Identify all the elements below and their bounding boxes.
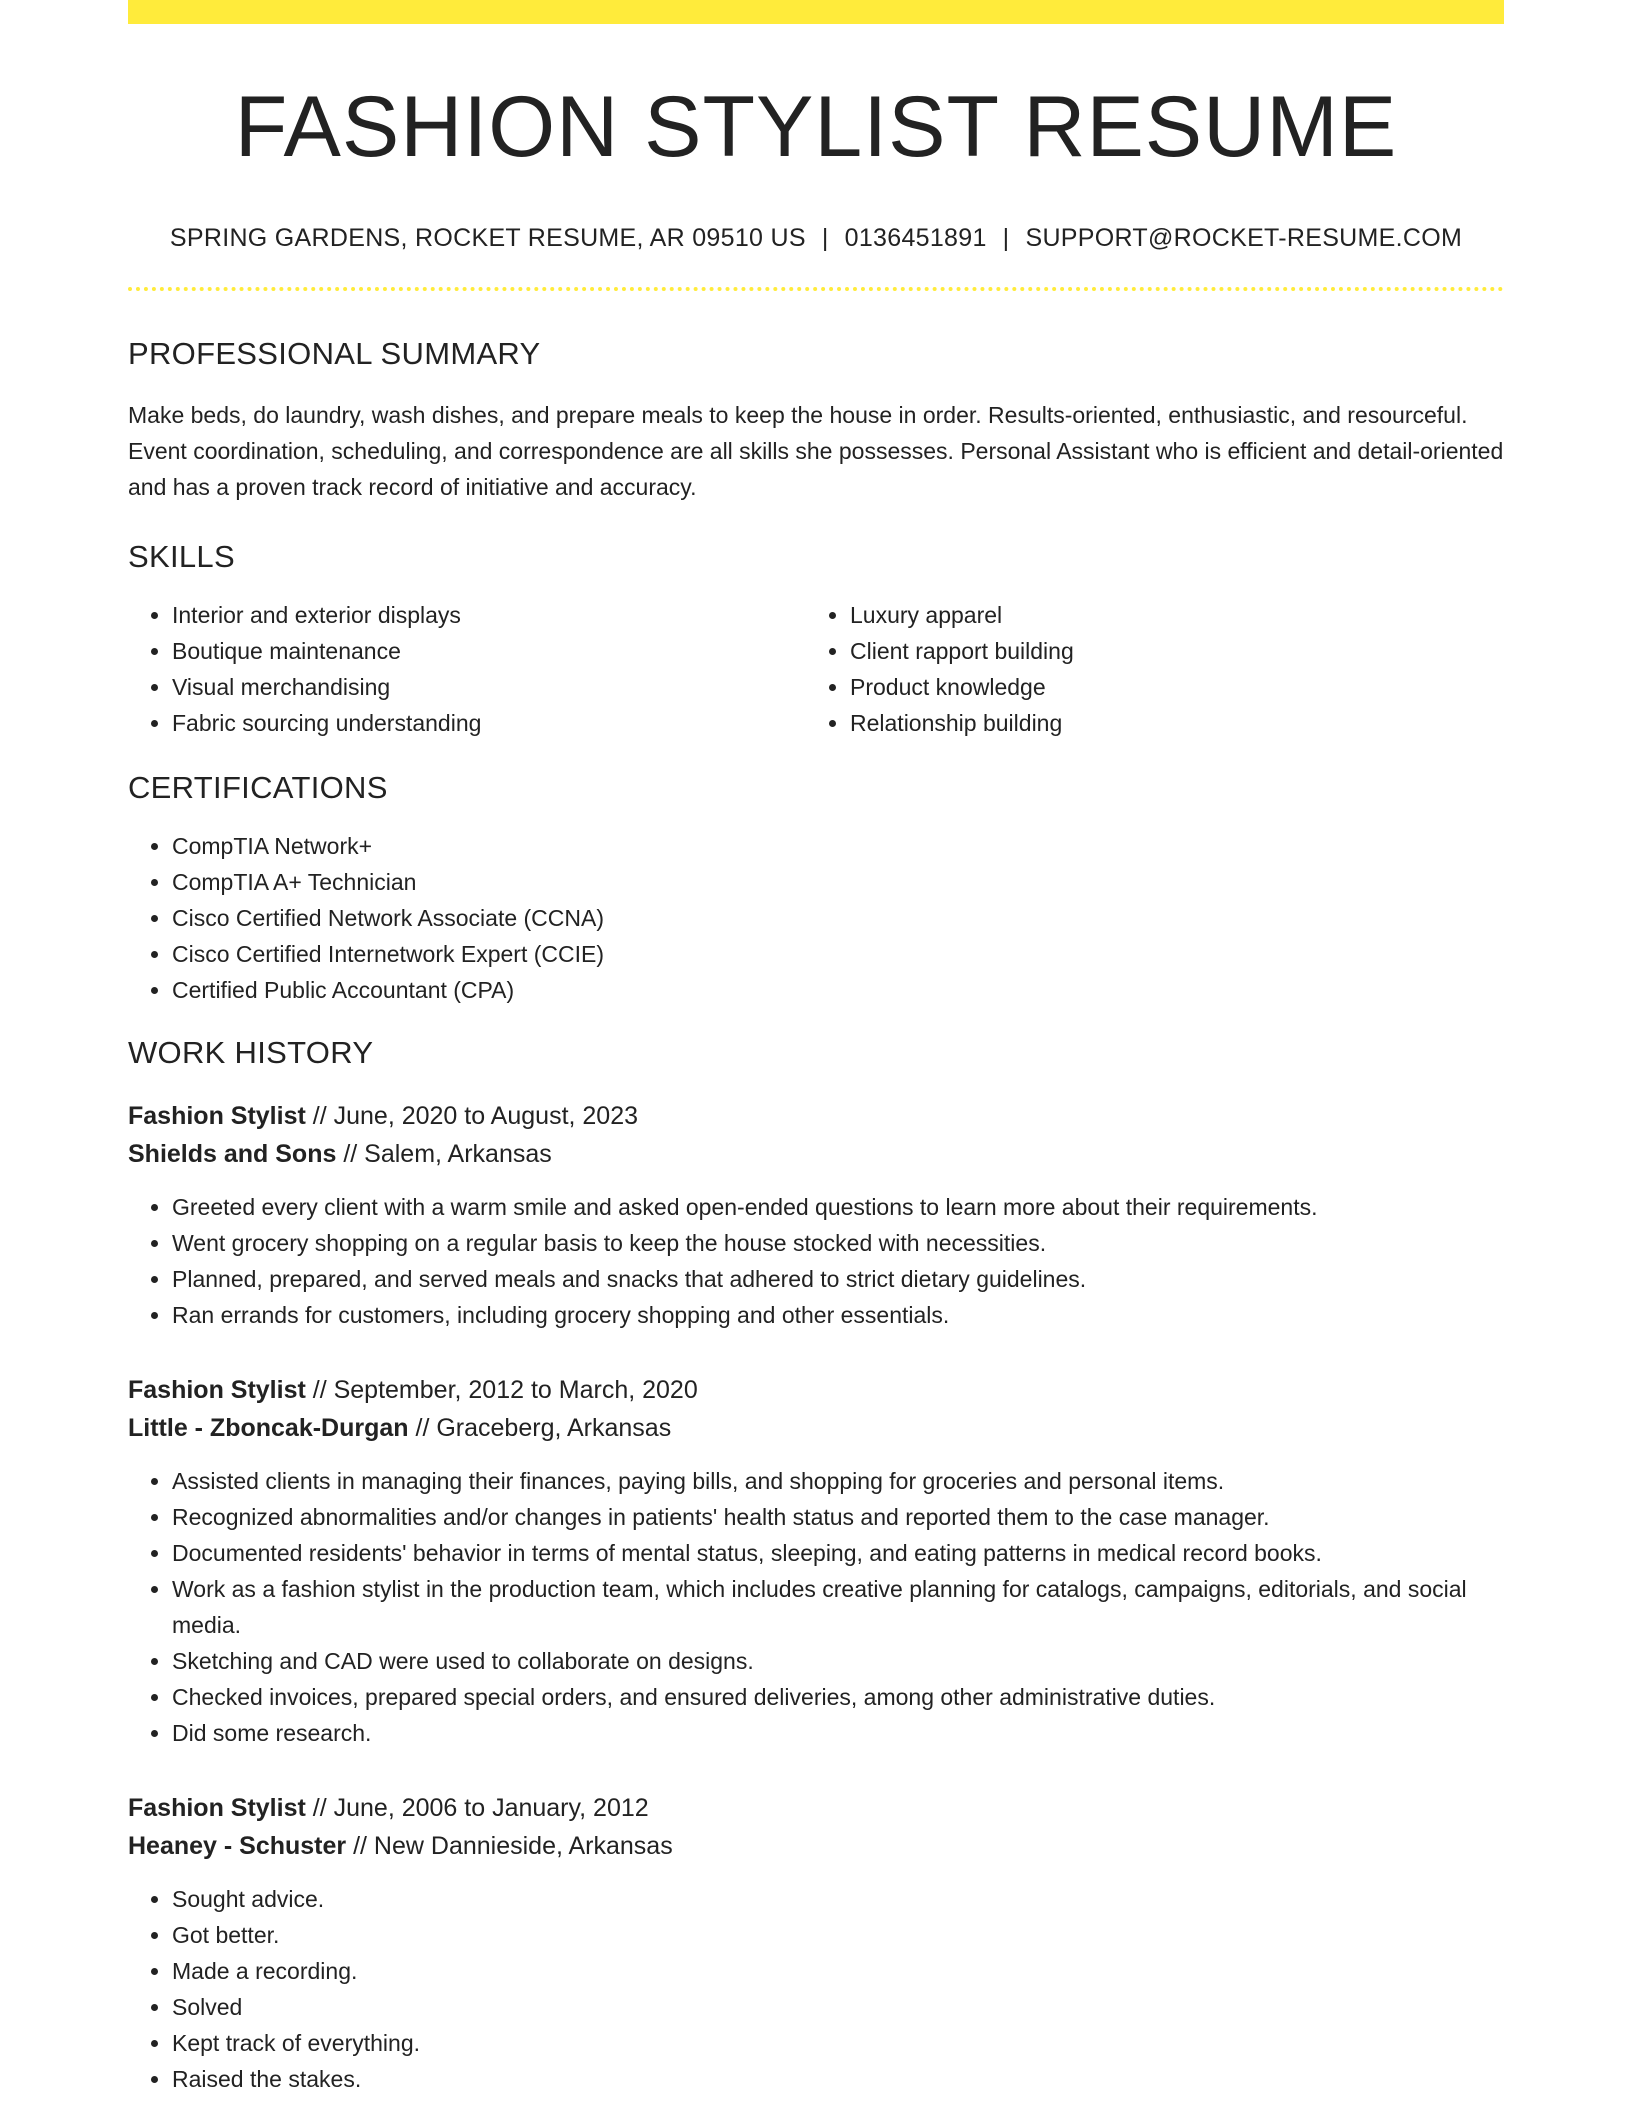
job-bullet: • Planned, prepared, and served meals and snacks that adhered to strict dietary guidelines.: [172, 1261, 1504, 1297]
contact-separator: |: [1002, 223, 1010, 252]
job-title-line: [128, 1789, 1504, 1827]
skill-item: • Relationship building: [850, 705, 1484, 741]
skill-item: • Client rapport building: [850, 633, 1484, 669]
job-entry: [128, 1097, 1504, 1333]
job-company-line: [128, 1827, 1504, 1865]
job-bullet-list: [128, 1189, 1504, 1333]
certifications-heading: CERTIFICATIONS: [128, 769, 388, 805]
job-bullet: • Ran errands for customers, including grocery shopping and other essentials.: [172, 1297, 1504, 1333]
job-location: // Graceberg, Arkansas: [415, 1413, 672, 1442]
job-bullet: • Work as a fashion stylist in the production team, which includes creative planning for catalogs, campaigns, editorials, and social media.: [172, 1571, 1504, 1643]
job-title: Fashion Stylist: [128, 1375, 306, 1404]
job-entry: [128, 1789, 1504, 2097]
skill-item: • Boutique maintenance: [172, 633, 806, 669]
certification-item: • Cisco Certified Network Associate (CCNA): [172, 900, 1504, 936]
job-bullet: • Got better.: [172, 1917, 1504, 1953]
work-history-heading: WORK HISTORY: [128, 1034, 374, 1070]
job-title: Fashion Stylist: [128, 1793, 306, 1822]
page-title: FASHION STYLIST RESUME: [234, 79, 1398, 175]
job-bullet: • Recognized abnormalities and/or changes in patients' health status and reported them to the case manager.: [172, 1499, 1504, 1535]
job-bullet: • Kept track of everything.: [172, 2025, 1504, 2061]
job-bullet: • Assisted clients in managing their finances, paying bills, and shopping for groceries and personal items.: [172, 1463, 1504, 1499]
contact-line: [128, 223, 1504, 253]
job-company: Heaney - Schuster: [128, 1831, 347, 1860]
skills-list-right: [806, 597, 1484, 741]
job-bullet: • Solved: [172, 1989, 1504, 2025]
job-bullet: • Made a recording.: [172, 1953, 1504, 1989]
accent-top-bar: [128, 0, 1504, 24]
certification-item: • Cisco Certified Internetwork Expert (CCIE): [172, 936, 1504, 972]
job-bullet: • Raised the stakes.: [172, 2061, 1504, 2097]
contact-address: SPRING GARDENS, ROCKET RESUME, AR 09510 US: [169, 223, 806, 252]
job-entry: [128, 1371, 1504, 1751]
job-bullet: • Sought advice.: [172, 1881, 1504, 1917]
skill-item: • Fabric sourcing understanding: [172, 705, 806, 741]
job-bullet: • Documented residents' behavior in terms of mental status, sleeping, and eating patterns in medical record books.: [172, 1535, 1504, 1571]
job-title: Fashion Stylist: [128, 1101, 306, 1130]
job-bullet-list: [128, 1881, 1504, 2097]
job-bullet: • Did some research.: [172, 1715, 1504, 1751]
job-bullet: • Sketching and CAD were used to collaborate on designs.: [172, 1643, 1504, 1679]
job-bullet: • Checked invoices, prepared special orders, and ensured deliveries, among other administrative duties.: [172, 1679, 1504, 1715]
job-dates: // June, 2006 to January, 2012: [312, 1793, 649, 1822]
job-company-line: [128, 1135, 1504, 1173]
certification-item: • CompTIA Network+: [172, 828, 1504, 864]
certification-item: • Certified Public Accountant (CPA): [172, 972, 1504, 1008]
resume-page: [128, 0, 1504, 2097]
job-bullet: • Greeted every client with a warm smile and asked open-ended questions to learn more about their requirements.: [172, 1189, 1504, 1225]
summary-text: Make beds, do laundry, wash dishes, and prepare meals to keep the house in order. Results-oriented, enthusiastic, and resourceful. Event coordination, scheduling, and correspondence are all skills she possesses. Personal Assistant who is efficient and detail-oriented and has a proven track record of initiative and accuracy.: [128, 401, 1504, 500]
certification-item: • CompTIA A+ Technician: [172, 864, 1504, 900]
contact-email: SUPPORT@ROCKET-RESUME.COM: [1025, 223, 1463, 252]
job-bullet: • Went grocery shopping on a regular basis to keep the house stocked with necessities.: [172, 1225, 1504, 1261]
skills-list-left: [128, 597, 806, 741]
dotted-divider: [128, 287, 1504, 291]
job-bullet-list: [128, 1463, 1504, 1751]
skill-item: • Interior and exterior displays: [172, 597, 806, 633]
job-location: // Salem, Arkansas: [343, 1139, 552, 1168]
job-dates: // September, 2012 to March, 2020: [312, 1375, 698, 1404]
skill-item: • Visual merchandising: [172, 669, 806, 705]
contact-separator: |: [821, 223, 829, 252]
job-company: Shields and Sons: [128, 1139, 337, 1168]
job-company: Little - Zboncak-Durgan: [128, 1413, 409, 1442]
summary-heading: PROFESSIONAL SUMMARY: [128, 335, 541, 371]
skills-column-left: [128, 597, 806, 741]
job-location: // New Dannieside, Arkansas: [353, 1831, 673, 1860]
job-dates: // June, 2020 to August, 2023: [312, 1101, 639, 1130]
skill-item: • Luxury apparel: [850, 597, 1484, 633]
job-title-line: [128, 1371, 1504, 1409]
skill-item: • Product knowledge: [850, 669, 1484, 705]
skills-heading: SKILLS: [128, 538, 235, 574]
job-title-line: [128, 1097, 1504, 1135]
job-company-line: [128, 1409, 1504, 1447]
skills-columns: [128, 597, 1504, 741]
certifications-list: [128, 828, 1504, 1008]
skills-column-right: [806, 597, 1484, 741]
contact-phone: 0136451891: [844, 223, 987, 252]
